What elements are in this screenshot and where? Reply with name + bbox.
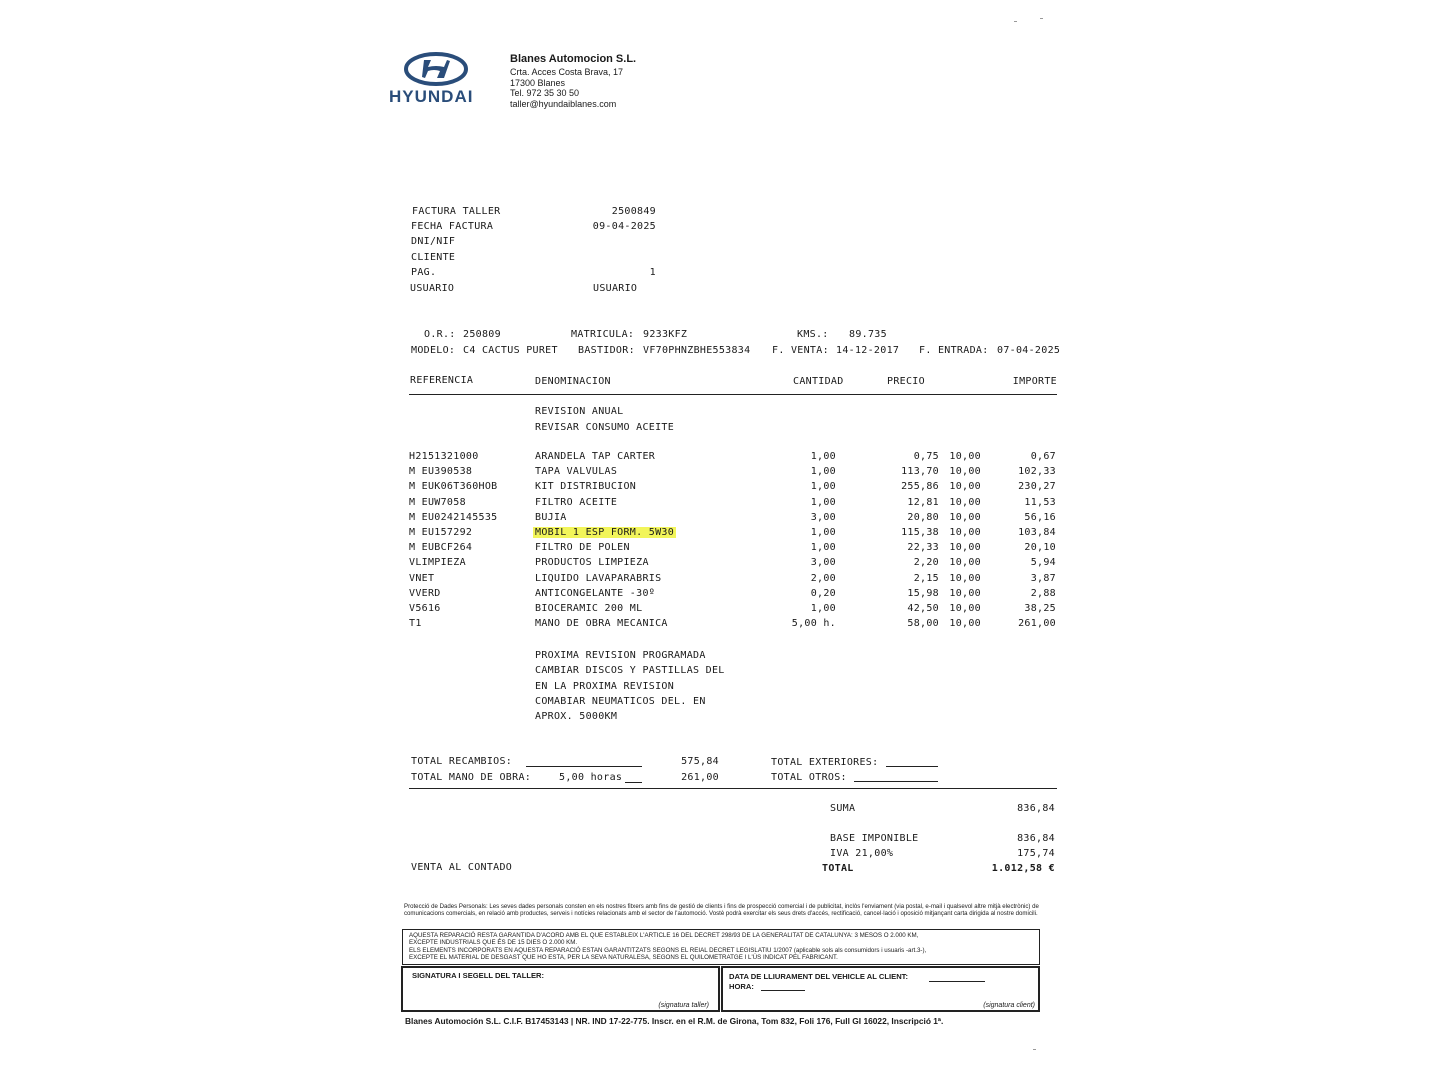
hyundai-logo-icon: [404, 52, 468, 86]
work-description-line: REVISAR CONSUMO ACEITE: [535, 422, 675, 433]
line-disc: 10,00: [949, 572, 981, 584]
line-den: FILTRO ACEITE: [535, 496, 618, 508]
line-disc: 10,00: [949, 542, 981, 554]
warranty-line: EXCEPTE EL MATERIAL DE DESGAST QUE HO ESTA, PER LA SEVA NATURALESA, SEGONS EL QUILOMETRATGE I L'ÚS INDICAT PEL FABRICANT.: [409, 954, 838, 961]
total-mano-obra-hours: 5,00 horas: [559, 772, 623, 783]
table-row: [409, 588, 1059, 603]
line-den: BUJIA: [535, 511, 567, 523]
line-den: TAPA VALVULAS: [535, 466, 618, 478]
line-amt: 20,10: [1024, 542, 1056, 554]
fentrada-value: 07-04-2025: [997, 345, 1061, 356]
line-price: 2,20: [913, 557, 939, 569]
total-label: TOTAL: [822, 863, 854, 874]
base-label: BASE IMPONIBLE: [830, 833, 919, 844]
iva-value: 175,74: [1017, 848, 1055, 859]
invoice-field-label: CLIENTE: [411, 252, 456, 263]
line-den: ARANDELA TAP CARTER: [535, 451, 656, 462]
invoice-user: USUARIO: [593, 283, 638, 294]
line-disc: 10,00: [949, 587, 981, 599]
line-den: ANTICONGELANTE -30º: [535, 587, 656, 599]
totals-divider: [409, 788, 1057, 789]
line-ref: T1: [409, 618, 422, 630]
line-den: PRODUCTOS LIMPIEZA: [535, 557, 649, 569]
note-line: APROX. 5000KM: [535, 711, 618, 722]
line-disc: 10,00: [949, 602, 981, 614]
bastidor-label: BASTIDOR:: [578, 345, 635, 356]
line-ref: M EUBCF264: [409, 542, 473, 554]
line-price: 0,75: [913, 451, 939, 462]
line-disc: 10,00: [949, 466, 981, 478]
kms-label: KMS.:: [797, 329, 829, 340]
invoice-field-label: FECHA FACTURA: [411, 221, 494, 232]
line-amt: 230,27: [1018, 481, 1056, 493]
invoice-field-label: USUARIO: [410, 283, 455, 294]
line-price: 42,50: [907, 602, 939, 614]
workshop-signature-box: [401, 966, 720, 1012]
table-row: [409, 557, 1059, 572]
line-qty: 1,00: [810, 466, 836, 478]
client-signature-box: [721, 966, 1040, 1012]
line-amt: 102,33: [1018, 466, 1056, 478]
line-ref: M EUW7058: [409, 496, 466, 508]
warranty-line: ELS ELEMENTS INCORPORATS EN AQUESTA REPARACIÓ ESTAN GARANTITZATS SEGONS EL REIAL DECRET LEGISLATIU 1/2007 (aplicable sols als consumidors i usuaris -art.3-),: [409, 947, 927, 954]
line-price: 22,33: [907, 542, 939, 554]
line-qty: 1,00: [810, 602, 836, 614]
client-signature-caption: (signatura client): [983, 1002, 1035, 1009]
header-qty: CANTIDAD: [793, 376, 844, 387]
work-description-line: REVISION ANUAL: [535, 406, 624, 417]
suma-value: 836,84: [1017, 803, 1055, 814]
company-address-line: Crta. Acces Costa Brava, 17: [510, 67, 624, 77]
line-price: 20,80: [907, 511, 939, 523]
line-disc: 10,00: [949, 618, 981, 630]
or-value: 250809: [463, 329, 501, 340]
line-price: 113,70: [901, 466, 939, 478]
line-amt: 38,25: [1024, 602, 1056, 614]
or-label: O.R.:: [424, 329, 456, 340]
total-mano-obra-label: TOTAL MANO DE OBRA:: [411, 772, 532, 783]
fill-line: [854, 780, 938, 782]
line-amt: 103,84: [1018, 526, 1056, 538]
scan-speck: [1014, 21, 1017, 22]
invoice-date: 09-04-2025: [592, 221, 656, 232]
line-disc: 10,00: [949, 496, 981, 508]
line-price: 58,00: [907, 618, 939, 630]
table-row: [409, 497, 1059, 512]
note-line: EN LA PROXIMA REVISION: [535, 681, 675, 692]
line-ref: VVERD: [409, 587, 441, 599]
line-qty: 1,00: [810, 542, 836, 554]
warranty-line: EXCEPTE INDUSTRIALS QUE ÉS DE 15 DIES O 2.000 KM.: [409, 939, 578, 946]
kms-value: 89.735: [849, 329, 887, 340]
total-mano-obra-value: 261,00: [681, 772, 719, 783]
line-qty: 1,00: [810, 526, 836, 538]
matricula-value: 9233KFZ: [643, 329, 688, 340]
line-ref: H2151321000: [409, 451, 479, 462]
line-qty: 5,00 h.: [791, 618, 836, 630]
line-amt: 5,94: [1030, 557, 1056, 569]
line-price: 15,98: [907, 587, 939, 599]
line-disc: 10,00: [949, 526, 981, 538]
invoice-field-label: PAG.: [411, 267, 437, 278]
line-ref: M EU390538: [409, 466, 473, 478]
fill-line: [761, 989, 805, 991]
line-price: 2,15: [913, 572, 939, 584]
line-disc: 10,00: [949, 557, 981, 569]
scan-speck: [1040, 18, 1043, 19]
table-row: [409, 466, 1059, 481]
line-price: 255,86: [901, 481, 939, 493]
fill-line: [526, 765, 642, 767]
brand-wordmark: HYUNDAI: [389, 87, 474, 106]
line-den: BIOCERAMIC 200 ML: [535, 602, 643, 614]
fentrada-label: F. ENTRADA:: [919, 345, 989, 356]
line-price: 115,38: [901, 526, 939, 538]
line-price: 12,81: [907, 496, 939, 508]
line-den: LIQUIDO LAVAPARABRIS: [535, 572, 662, 584]
payment-method: VENTA AL CONTADO: [411, 862, 513, 873]
suma-label: SUMA: [830, 803, 856, 814]
line-qty: 1,00: [810, 496, 836, 508]
header-price: PRECIO: [887, 376, 925, 387]
table-row: [409, 542, 1059, 557]
fventa-value: 14-12-2017: [836, 345, 900, 356]
total-recambios-value: 575,84: [681, 756, 719, 767]
line-qty: 3,00: [810, 511, 836, 523]
fventa-label: F. VENTA:: [772, 345, 829, 356]
line-amt: 261,00: [1018, 618, 1056, 630]
bastidor-value: VF70PHNZBHE553834: [643, 345, 751, 356]
matricula-label: MATRICULA:: [571, 329, 635, 340]
table-row: [409, 618, 1059, 633]
delivery-date-label: DATA DE LLIURAMENT DEL VEHICLE AL CLIENT:: [729, 972, 909, 981]
line-ref: VLIMPIEZA: [409, 557, 466, 569]
table-row: [409, 481, 1059, 496]
company-name: Blanes Automocion S.L.: [510, 53, 637, 65]
line-disc: 10,00: [949, 481, 981, 493]
invoice-field-label: DNI/NIF: [411, 236, 456, 247]
line-qty: 0,20: [810, 587, 836, 599]
note-line: PROXIMA REVISION PROGRAMADA: [535, 650, 706, 661]
total-value: 1.012,58 €: [991, 863, 1055, 874]
line-qty: 3,00: [810, 557, 836, 569]
note-line: CAMBIAR DISCOS Y PASTILLAS DEL: [535, 665, 725, 676]
company-email: taller@hyundaiblanes.com: [510, 99, 617, 109]
lines-table: [409, 451, 1059, 633]
total-otros-label: TOTAL OTROS:: [771, 772, 847, 783]
line-disc: 10,00: [949, 511, 981, 523]
line-disc: 10,00: [949, 451, 981, 462]
iva-label: IVA 21,00%: [830, 848, 894, 859]
workshop-signature-title: SIGNATURA I SEGELL DEL TALLER:: [412, 971, 545, 980]
invoice-number: 2500849: [611, 206, 656, 217]
privacy-notice: Protecció de Dades Personals: Les seves dades personals consten en els nostres fitxers amb fins de gestió de clients i fins de prospecció comercial i de publicitat, inclòs l'enviament (via postal, e-mail i qualsevol altre mitjà electrònic) de comunicacions comercials, en relació amb productes, serveis i notícies relacionats amb el sector de l'automoció. Vostè podrà exercitar els seus drets d'accés, rectificació, cancel·lació i oposició mitjançant carta dirigida al nostre domicili.: [404, 903, 1039, 918]
scan-speck: [1033, 1049, 1036, 1050]
line-ref: V5616: [409, 602, 441, 614]
fill-line: [929, 980, 985, 982]
base-value: 836,84: [1017, 833, 1055, 844]
table-row: [409, 603, 1059, 618]
workshop-signature-caption: (signatura taller): [658, 1002, 709, 1009]
header-ref: REFERENCIA: [410, 375, 474, 386]
table-row: [409, 451, 1059, 466]
table-row: [409, 512, 1059, 527]
delivery-hour-label: HORA:: [729, 982, 754, 991]
line-amt: 3,87: [1030, 572, 1056, 584]
header-amt: IMPORTE: [1012, 376, 1057, 387]
warranty-line: AQUESTA REPARACIÓ RESTA GARANTIDA D'ACORD AMB EL QUE ESTABLEIX L'ARTICLE 16 DEL DECRET 298/93 DE LA GENERALITAT DE CATALUNYA: 3 MESOS O 2.000 KM,: [409, 932, 919, 939]
line-ref: VNET: [409, 572, 435, 584]
fill-line: [886, 765, 938, 767]
line-den: FILTRO DE POLEN: [535, 542, 630, 554]
line-den: KIT DISTRIBUCION: [535, 481, 637, 493]
total-recambios-label: TOTAL RECAMBIOS:: [411, 756, 513, 767]
line-qty: 1,00: [810, 451, 836, 462]
line-amt: 56,16: [1024, 511, 1056, 523]
line-amt: 2,88: [1030, 587, 1056, 599]
line-ref: M EU157292: [409, 526, 473, 538]
warranty-box: [402, 929, 1040, 965]
line-amt: 0,67: [1030, 451, 1056, 462]
invoice-page: 1: [649, 267, 656, 278]
total-exteriores-label: TOTAL EXTERIORES:: [771, 757, 879, 768]
line-ref: M EU0242145535: [409, 511, 498, 523]
line-den-highlighted: MOBIL 1 ESP FORM. 5W30: [535, 526, 675, 538]
table-row: [409, 573, 1059, 588]
table-row-highlighted: [409, 527, 1059, 542]
line-ref: M EUK06T360HOB: [409, 481, 498, 493]
modelo-label: MODELO:: [411, 345, 456, 356]
header-den: DENOMINACION: [535, 376, 611, 387]
line-amt: 11,53: [1024, 496, 1056, 508]
fill-line: [625, 781, 642, 783]
line-den: MANO DE OBRA MECANICA: [535, 618, 668, 630]
company-address-line: 17300 Blanes: [510, 78, 566, 88]
line-qty: 1,00: [810, 481, 836, 493]
line-qty: 2,00: [810, 572, 836, 584]
company-phone: Tel. 972 35 30 50: [510, 88, 580, 98]
invoice-field-label: FACTURA TALLER: [412, 206, 501, 217]
header-divider: [409, 394, 1057, 395]
modelo-value: C4 CACTUS PURET: [463, 345, 558, 356]
note-line: COMABIAR NEUMATICOS DEL. EN: [535, 696, 706, 707]
company-footer: Blanes Automoción S.L. C.I.F. B17453143 | NR. IND 17-22-775. Inscr. en el R.M. de Girona, Tom 832, Foli 176, Full GI 16022, Inscripció 1ª.: [405, 1016, 944, 1026]
